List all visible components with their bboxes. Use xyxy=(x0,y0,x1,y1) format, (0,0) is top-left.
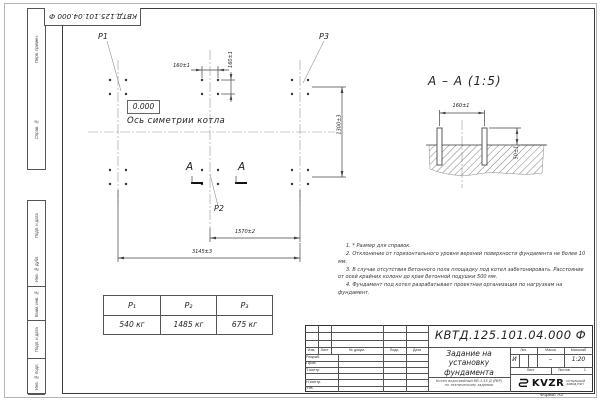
tb-sheet-label: Лист xyxy=(526,367,535,372)
tb-role-razrab: Разраб. xyxy=(306,354,321,359)
strip-cell-podp-data-2: Подп. и дата xyxy=(28,321,45,359)
section-letter-right: А xyxy=(238,161,246,173)
tb-header-list: Лист xyxy=(320,347,329,352)
tb-role-nkontr: Н.контр. xyxy=(306,379,322,384)
loads-header-p1: P₁ xyxy=(104,296,160,316)
tb-line xyxy=(406,325,407,392)
load-point-label-p3: P3 xyxy=(319,32,329,41)
note-2: 2. Отклонение от горизонтального уровня верхней поверхности фундамента не более 10 мм. xyxy=(338,251,586,265)
tb-sheets-value: 1 xyxy=(583,367,586,372)
section-view xyxy=(426,110,547,188)
note-4: 4. Фундамент под котел разрабатывает проектная организация по нагрузкам на фундамент. xyxy=(338,282,563,296)
strip-cell-podp-data-1: Подп. и дата xyxy=(34,213,39,239)
note-1: 1. * Размер для справок. xyxy=(346,243,411,249)
technical-notes xyxy=(338,243,590,298)
tb-scale-header: Масштаб xyxy=(570,347,587,352)
dim-label-1300: 1300±3 xyxy=(336,114,343,135)
tb-scale-value: 1:20 xyxy=(571,356,586,363)
tb-lit-value: И xyxy=(512,356,517,363)
dim-label-3145: 3145±3 xyxy=(191,249,213,255)
tb-line xyxy=(528,354,529,368)
section-dim-label-50: 50±1 xyxy=(513,145,520,160)
top-stamp-designation: КВТД.125.101.04.000 Ф xyxy=(48,12,137,21)
tb-role-tkontr: Т.контр. xyxy=(306,366,321,372)
tb-sheets-label: Листов xyxy=(558,367,570,372)
tb-logo-sub1: КОТЕЛЬНЫЙ xyxy=(566,378,586,383)
tb-logo-cell xyxy=(511,375,592,391)
axis-of-symmetry-label: Ось симетрии котла xyxy=(127,116,226,126)
format-label: Формат А3 xyxy=(540,392,563,397)
tb-mass-header: Масса xyxy=(545,347,556,352)
tb-lit-header: Лит. xyxy=(520,347,527,352)
section-letter-left: А xyxy=(186,161,194,173)
tb-designation: КВТД.125.101.04.000 Ф xyxy=(434,328,587,342)
section-cut-marks xyxy=(191,176,247,184)
loads-header-p3: P₃ xyxy=(216,296,272,316)
tb-logo-sub2: ЗАВОД РЭП xyxy=(566,382,584,386)
tb-line xyxy=(383,325,384,392)
tb-header-podp: Подп. xyxy=(389,347,400,352)
tb-header-data: Дата xyxy=(413,347,421,352)
anchor-bolt-right xyxy=(482,128,487,165)
dim-label-160v: 160±1 xyxy=(228,51,234,68)
dim-label-1570: 1570±2 xyxy=(234,229,256,235)
strip-cell-perv-primen: Перв. примен. xyxy=(34,35,39,63)
dim-label-160h: 160±1 xyxy=(173,63,190,69)
anchor-bolt-left xyxy=(437,128,442,165)
elevation-mark: 0.000 xyxy=(127,100,160,114)
dim-160-vertical xyxy=(221,72,235,102)
loads-value-p3: 675 кг xyxy=(216,316,272,334)
load-point-label-p2: P2 xyxy=(214,204,224,213)
tb-role-utv: Утв. xyxy=(306,385,314,391)
section-dim-label-160: 160±1 xyxy=(452,103,470,109)
tb-line xyxy=(510,354,593,355)
tb-line xyxy=(305,340,428,341)
tb-header-izm: Изм. xyxy=(307,347,316,352)
tb-product: Котел водогрейный КВ-1,45 Д (РВР) по техническому заданию xyxy=(435,378,503,388)
tb-role-prov: Пров. xyxy=(306,360,317,366)
loads-value-p2: 1485 кг xyxy=(160,316,216,334)
strip-cell-vzam-inv: Взам. инв. № xyxy=(28,287,45,321)
strip-cell-sprav-n: Справ. № xyxy=(28,89,45,170)
tb-header-docnum: № докум. xyxy=(349,347,365,352)
tb-logo-sub xyxy=(566,380,585,387)
loads-header-p2: P₂ xyxy=(160,296,216,316)
load-point-label-p1: P1 xyxy=(98,32,108,41)
boiler-coil-icon xyxy=(518,377,530,389)
plan-centerlines xyxy=(88,50,335,228)
tb-mass-value: – xyxy=(549,356,552,363)
strip-cell-inv-podl: Инв. № подл. xyxy=(28,359,45,395)
tb-line xyxy=(305,373,428,374)
strip-cell-inv-dubl: Инв. № дубл. xyxy=(28,251,45,287)
loads-table xyxy=(103,295,273,335)
note-3: 3. В случае отсутствия бетонного пола площадку под котел забетонировать. Расстояние от осей крайних колонн до края бетонной подушки 500 мм. xyxy=(338,266,584,280)
tb-line xyxy=(338,354,339,392)
tb-line xyxy=(305,332,428,333)
tb-logo-text: KVZR xyxy=(531,377,565,389)
tb-line xyxy=(428,325,429,392)
tb-line xyxy=(519,354,520,368)
tb-doc-title: Задание на установку фундамента xyxy=(444,349,494,377)
section-title: А – А (1:5) xyxy=(428,74,502,88)
loads-value-p1: 540 кг xyxy=(119,320,145,329)
tb-sheets-cell xyxy=(551,369,593,373)
